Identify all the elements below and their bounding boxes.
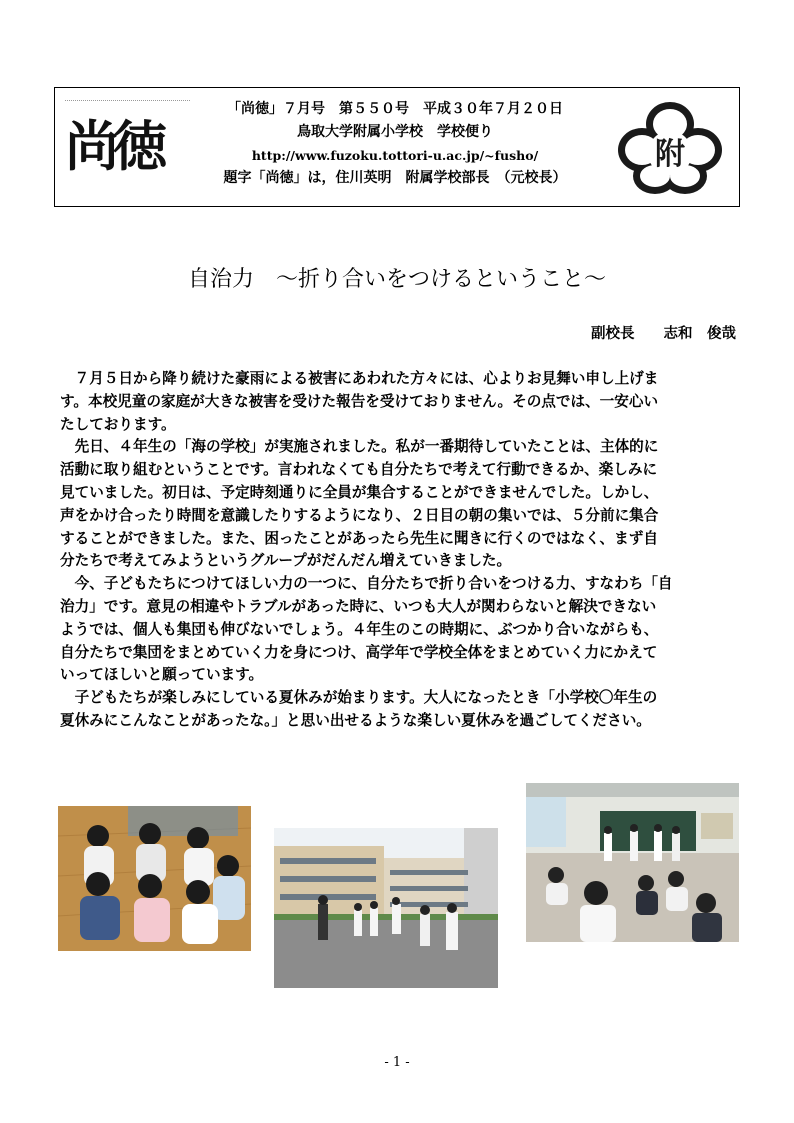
body-line: 子どもたちが楽しみにしている夏休みが始まります。大人になったとき「小学校〇年生の [60, 689, 658, 707]
body-line: することができました。また、困ったことがあったら先生に聞きに行くのではなく、まず自 [60, 529, 658, 547]
body-line: ７月５日から降り続けた豪雨による被害にあわれた方々には、心よりお見舞い申し上げま [60, 370, 659, 387]
body-line: 今、子どもたちにつけてほしい力の一つに、自分たちで折り合いをつける力、すなわち「自 [60, 575, 673, 593]
body-line: 自分たちで集団をまとめていく力を身につけ、高学年で学校全体をまとめていく力にかえて [60, 643, 658, 661]
body-line: 声をかけ合ったり時間を意識したりするようになり、２日目の朝の集いでは、５分前に集合 [60, 506, 659, 524]
body-line: たしております。 [60, 415, 176, 433]
article-author: 副校長 志和 俊哉 [591, 326, 736, 342]
masthead-info [195, 98, 595, 190]
article-title: 自治力 ～折り合いをつけるということ～ [187, 267, 606, 292]
body-line: ようでは、個人も集団も伸びないでしょう。４年生のこの時期に、ぶつかり合いながらも、 [60, 620, 659, 638]
body-line: 活動に取り組むということです。言われなくても自分たちで考えて行動できるか、楽しみに [60, 461, 658, 479]
body-line: す。本校児童の家庭が大きな被害を受けた報告を受けておりません。その点では、一安心い [60, 392, 659, 410]
masthead-logo: 尚徳 [65, 114, 161, 178]
school-crest-icon [611, 98, 729, 196]
issue-line: 「尚徳」７月号 第５５０号 平成３０年７月２０日 [227, 101, 563, 117]
body-line: 分たちで考えてみようというグループがだんだん増えていきました。 [60, 552, 512, 570]
calligraphy-credit: 題字「尚徳」は，住川英明 附属学校部長 （元校長） [223, 170, 567, 186]
article-body [60, 368, 740, 733]
body-line: 先日、４年生の「海の学校」が実施されました。私が一番期待していたことは、主体的に [60, 438, 659, 456]
photo-children-circle [58, 806, 251, 951]
body-line: 夏休みにこんなことがあったな。」と思い出せるような楽しい夏休みを過ごしてください。 [60, 711, 651, 729]
crest-character: 附 [655, 137, 685, 172]
school-name: 鳥取大学附属小学校 学校便り [297, 124, 493, 140]
body-line: 治力」です。意見の相違やトラブルがあった時に、いつも大人が関わらないと解決できない [60, 597, 657, 615]
logo-rule [65, 100, 190, 101]
photo-school-building [274, 828, 498, 988]
body-line: 見ていました。初日は、予定時刻通りに全員が集合することができませんでした。しかし、 [60, 483, 659, 501]
masthead [54, 87, 740, 207]
page-number: - 1 - [384, 1055, 410, 1070]
body-line: いってほしいと願っています。 [60, 666, 264, 684]
photo-classroom [526, 783, 739, 942]
school-url[interactable]: http://www.fuzoku.tottori-u.ac.jp/~fusho/ [251, 148, 539, 163]
